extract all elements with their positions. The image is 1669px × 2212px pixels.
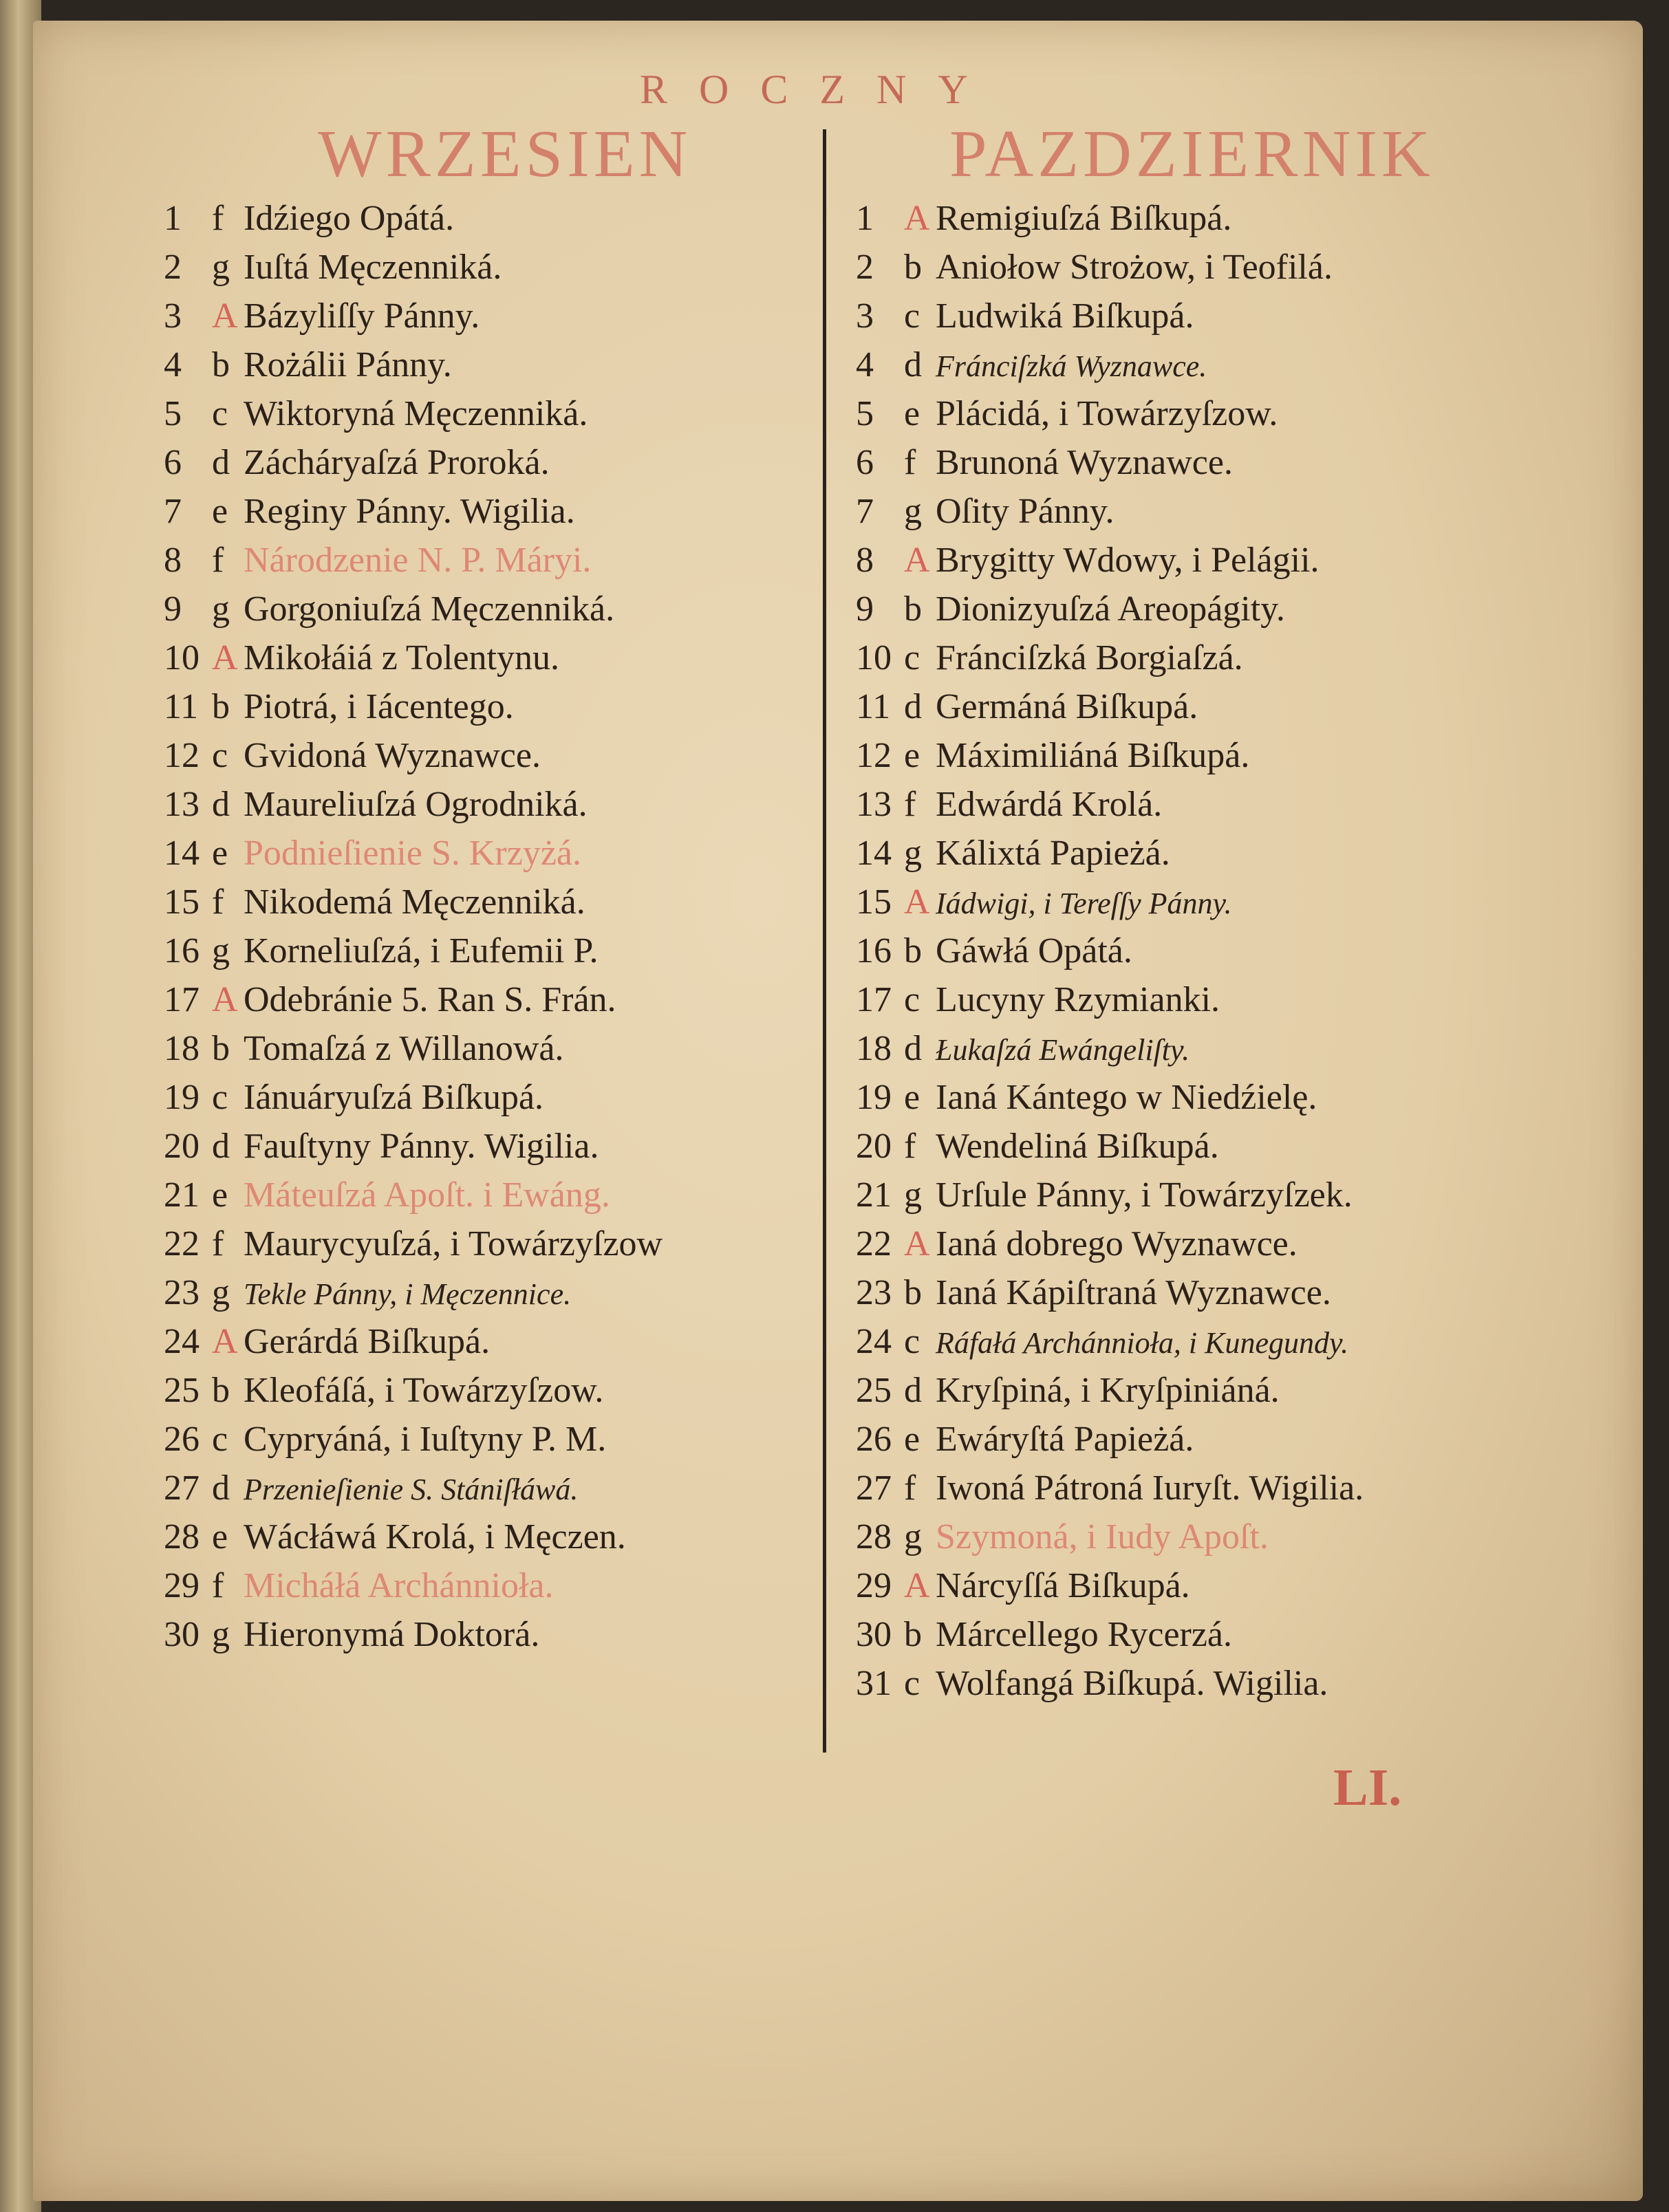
day-number: 26 [856, 1420, 892, 1459]
saint-name: Bázyliſſy Pánny. [244, 296, 480, 336]
day-number: 15 [856, 882, 892, 922]
calendar-day-row [164, 1366, 824, 1415]
saint-name: Fránciſzká Borgiaſzá. [936, 638, 1243, 677]
calendar-day-row [856, 536, 1592, 585]
saint-name: Gvidoná Wyznawce. [244, 736, 541, 775]
day-number: 23 [164, 1273, 200, 1312]
dominical-letter: e [212, 492, 228, 531]
saint-name: Plácidá, i Towárzyſzow. [936, 394, 1278, 433]
day-number: 24 [164, 1322, 200, 1361]
dominical-letter: f [212, 541, 224, 580]
saint-name: Fránciſzká Wyznawce. [936, 349, 1207, 383]
saint-name: Edwárdá Krolá. [936, 785, 1163, 824]
saint-name: Ianá dobrego Wyznawce. [936, 1224, 1297, 1264]
calendar-day-row [164, 438, 824, 487]
dominical-letter: f [212, 882, 224, 922]
dominical-letter: f [904, 1127, 916, 1166]
calendar-day-row [164, 1561, 824, 1610]
day-number: 27 [164, 1468, 200, 1508]
dominical-letter: c [904, 296, 920, 336]
calendar-day-row [856, 1561, 1592, 1610]
dominical-letter: c [904, 980, 920, 1019]
calendar-day-row [164, 829, 824, 878]
saint-name: Nárcyſſá Biſkupá. [936, 1566, 1190, 1605]
day-number: 18 [856, 1029, 892, 1068]
day-number: 25 [856, 1371, 892, 1410]
dominical-letter: e [212, 1517, 228, 1557]
saint-name: Iuſtá Męczenniká. [244, 248, 502, 287]
calendar-day-row [856, 682, 1592, 731]
calendar-day-row [164, 536, 824, 585]
saint-name: Wácłáwá Krolá, i Męczen. [244, 1517, 626, 1557]
saint-name: Brunoná Wyznawce. [936, 443, 1233, 482]
calendar-day-row [164, 1512, 824, 1561]
saint-name: Fauſtyny Pánny. Wigilia. [244, 1127, 599, 1166]
saint-name: Ráfałá Archánnioła, i Kunegundy. [936, 1326, 1349, 1360]
saint-name: Wiktoryná Męczenniká. [244, 394, 588, 433]
day-number: 6 [856, 443, 874, 482]
calendar-day-row [164, 1464, 824, 1512]
dominical-letter: f [212, 1224, 224, 1264]
dominical-letter: d [212, 443, 230, 482]
calendar-day-row [164, 682, 824, 731]
saint-name: Maurycyuſzá, i Towárzyſzow [244, 1224, 663, 1264]
day-number: 12 [856, 736, 892, 775]
day-number: 24 [856, 1322, 892, 1361]
saint-name: Wolfangá Biſkupá. Wigilia. [936, 1664, 1328, 1703]
saint-name: Aniołow Strożow, i Teofilá. [936, 248, 1333, 287]
day-number: 7 [856, 492, 874, 531]
day-number: 13 [164, 785, 200, 824]
day-number: 11 [856, 687, 891, 726]
calendar-day-row [856, 731, 1592, 780]
dominical-letter: e [904, 394, 920, 433]
dominical-letter: g [212, 1273, 230, 1312]
saint-name: Micháłá Archánnioła. [244, 1566, 554, 1605]
day-number: 10 [856, 638, 892, 677]
saint-name: Zácháryaſzá Proroká. [244, 443, 550, 482]
dominical-letter: b [212, 1029, 230, 1068]
running-head: ROCZNY [640, 67, 1000, 112]
day-number: 6 [164, 443, 182, 482]
dominical-letter: d [904, 1029, 922, 1068]
dominical-letter: e [212, 1175, 228, 1215]
day-number: 16 [164, 931, 200, 971]
day-number: 25 [164, 1371, 200, 1410]
dominical-letter: f [904, 443, 916, 482]
saint-name: Cypryáná, i Iuſtyny P. M. [244, 1420, 607, 1459]
dominical-letter: c [212, 1078, 228, 1117]
dominical-letter: A [904, 541, 930, 580]
saint-name: Rożálii Pánny. [244, 345, 452, 384]
day-number: 1 [164, 199, 182, 238]
dominical-letter: f [904, 1468, 916, 1508]
calendar-day-row [856, 585, 1592, 633]
saint-name: Márcellego Rycerzá. [936, 1615, 1233, 1654]
saint-name: Brygitty Wdowy, i Pelágii. [936, 541, 1320, 580]
dominical-letter: A [904, 1224, 930, 1264]
saint-name: Ludwiká Biſkupá. [936, 296, 1194, 336]
calendar-day-row [164, 243, 824, 292]
dominical-letter: A [904, 882, 930, 922]
dominical-letter: e [904, 1420, 920, 1459]
dominical-letter: f [904, 785, 916, 824]
day-number: 5 [856, 394, 874, 433]
day-number: 8 [164, 541, 182, 580]
dominical-letter: d [904, 1371, 922, 1410]
day-number: 21 [856, 1175, 892, 1215]
calendar-day-row [856, 926, 1592, 975]
calendar-day-row [164, 975, 824, 1024]
calendar-day-row [856, 243, 1592, 292]
calendar-day-row [164, 731, 824, 780]
saint-name: Odebránie 5. Ran S. Frán. [244, 980, 616, 1019]
day-number: 27 [856, 1468, 892, 1508]
day-number: 18 [164, 1029, 200, 1068]
day-number: 30 [856, 1615, 892, 1654]
day-number: 22 [164, 1224, 200, 1264]
calendar-day-row [856, 1464, 1592, 1512]
saint-name: Oſity Pánny. [936, 492, 1115, 531]
calendar-day-row [856, 829, 1592, 878]
calendar-day-row [164, 780, 824, 829]
dominical-letter: c [904, 638, 920, 677]
calendar-day-row [856, 1659, 1592, 1708]
day-number: 29 [856, 1566, 892, 1605]
saint-name: Maureliuſzá Ogrodniká. [244, 785, 588, 824]
dominical-letter: d [212, 1468, 230, 1508]
dominical-letter: A [212, 1322, 238, 1361]
dominical-letter: b [904, 589, 922, 629]
day-number: 14 [164, 834, 200, 873]
dominical-letter: c [212, 394, 228, 433]
day-number: 13 [856, 785, 892, 824]
dominical-letter: A [212, 638, 238, 677]
dominical-letter: f [212, 199, 224, 238]
day-number: 10 [164, 638, 200, 677]
calendar-day-row [164, 1171, 824, 1219]
saint-name: Iádwigi, i Tereſſy Pánny. [936, 887, 1232, 920]
saint-name: Hieronymá Doktorá. [244, 1615, 540, 1654]
month-title-september: WRZESIEN [318, 117, 692, 191]
calendar-day-row [164, 926, 824, 975]
day-number: 29 [164, 1566, 200, 1605]
dominical-letter: g [904, 492, 922, 531]
saint-name: Wendeliná Biſkupá. [936, 1127, 1219, 1166]
saint-name: Łukaſzá Ewángeliſty. [936, 1033, 1190, 1067]
day-number: 26 [164, 1420, 200, 1459]
calendar-day-row [856, 1268, 1592, 1317]
day-number: 2 [856, 248, 874, 287]
dominical-letter: g [212, 248, 230, 287]
dominical-letter: c [212, 736, 228, 775]
saint-name: Reginy Pánny. Wigilia. [244, 492, 575, 531]
dominical-letter: A [212, 980, 238, 1019]
calendar-day-row [164, 1024, 824, 1073]
calendar-day-row [856, 1366, 1592, 1415]
dominical-letter: e [212, 834, 228, 873]
saint-name: Ianá Kántego w Niedźielę. [936, 1078, 1317, 1117]
day-number: 31 [856, 1664, 892, 1703]
calendar-day-row [856, 292, 1592, 340]
calendar-day-row [164, 878, 824, 926]
day-number: 4 [164, 345, 182, 384]
day-number: 9 [164, 589, 182, 629]
day-number: 9 [856, 589, 874, 629]
saint-name: Przenieſienie S. Stániſłáwá. [244, 1473, 579, 1506]
day-number: 19 [164, 1078, 200, 1117]
saint-name: Gorgoniuſzá Męczenniká. [244, 589, 615, 629]
saint-name: Gerárdá Biſkupá. [244, 1322, 491, 1361]
day-number: 19 [856, 1078, 892, 1117]
saint-name: Tekle Pánny, i Męczennice. [244, 1277, 572, 1311]
saint-name: Ewáryſtá Papieżá. [936, 1420, 1194, 1459]
dominical-letter: g [212, 931, 230, 971]
saint-name: Korneliuſzá, i Eufemii P. [244, 931, 599, 971]
day-number: 5 [164, 394, 182, 433]
calendar-day-row [164, 1219, 824, 1268]
saint-name: Mikołáiá z Tolentynu. [244, 638, 559, 677]
calendar-day-row [164, 585, 824, 633]
day-number: 16 [856, 931, 892, 971]
dominical-letter: g [904, 1517, 922, 1557]
calendar-day-row [164, 487, 824, 536]
calendar-day-row [856, 1122, 1592, 1171]
saint-name: Máximiliáná Biſkupá. [936, 736, 1250, 775]
dominical-letter: c [212, 1420, 228, 1459]
saint-name: Národzenie N. P. Máryi. [244, 541, 592, 580]
day-number: 7 [164, 492, 182, 531]
dominical-letter: A [212, 296, 238, 336]
dominical-letter: g [904, 1175, 922, 1215]
day-number: 23 [856, 1273, 892, 1312]
calendar-day-row [856, 194, 1592, 243]
saint-name: Kleofáſá, i Towárzyſzow. [244, 1371, 604, 1410]
day-number: 20 [856, 1127, 892, 1166]
day-number: 20 [164, 1127, 200, 1166]
calendar-day-row [856, 438, 1592, 487]
saint-name: Iánuáryuſzá Biſkupá. [244, 1078, 544, 1117]
dominical-letter: b [904, 931, 922, 971]
saint-name: Máteuſzá Apoſt. i Ewáng. [244, 1175, 610, 1215]
saint-name: Lucyny Rzymianki. [936, 980, 1220, 1019]
saint-name: Remigiuſzá Biſkupá. [936, 199, 1232, 238]
dominical-letter: e [904, 1078, 920, 1117]
dominical-letter: b [904, 248, 922, 287]
calendar-day-row [856, 878, 1592, 926]
dominical-letter: b [212, 345, 230, 384]
day-number: 4 [856, 345, 874, 384]
day-number: 21 [164, 1175, 200, 1215]
calendar-day-row [164, 292, 824, 340]
calendar-day-row [856, 389, 1592, 438]
calendar-day-row [856, 1219, 1592, 1268]
day-number: 17 [856, 980, 892, 1019]
october-day-list [856, 194, 1592, 1708]
day-number: 3 [856, 296, 874, 336]
saint-name: Dionizyuſzá Areopágity. [936, 589, 1285, 629]
calendar-day-row [856, 975, 1592, 1024]
calendar-day-row [164, 1317, 824, 1366]
calendar-day-row [856, 1610, 1592, 1659]
saint-name: Kryſpiná, i Kryſpiniáná. [936, 1371, 1280, 1410]
calendar-day-row [856, 1512, 1592, 1561]
saint-name: Urſule Pánny, i Towárzyſzek. [936, 1175, 1353, 1215]
calendar-day-row [856, 1415, 1592, 1464]
calendar-day-row [856, 1317, 1592, 1366]
calendar-day-row [164, 1073, 824, 1122]
day-number: 17 [164, 980, 200, 1019]
calendar-day-row [856, 1073, 1592, 1122]
calendar-day-row [164, 633, 824, 682]
dominical-letter: e [904, 736, 920, 775]
saint-name: Ianá Kápiſtraná Wyznawce. [936, 1273, 1331, 1312]
calendar-day-row [164, 1415, 824, 1464]
saint-name: Kálixtá Papieżá. [936, 834, 1170, 873]
calendar-day-row [856, 487, 1592, 536]
saint-name: Idźiego Opátá. [244, 199, 455, 238]
dominical-letter: g [212, 1615, 230, 1654]
day-number: 28 [164, 1517, 200, 1557]
saint-name: Iwoná Pátroná Iuryſt. Wigilia. [936, 1468, 1364, 1508]
day-number: 2 [164, 248, 182, 287]
day-number: 12 [164, 736, 200, 775]
dominical-letter: g [904, 834, 922, 873]
dominical-letter: b [904, 1615, 922, 1654]
day-number: 8 [856, 541, 874, 580]
day-number: 11 [164, 687, 199, 726]
calendar-day-row [164, 340, 824, 389]
day-number: 28 [856, 1517, 892, 1557]
dominical-letter: d [904, 345, 922, 384]
dominical-letter: c [904, 1664, 920, 1703]
day-number: 30 [164, 1615, 200, 1654]
calendar-day-row [856, 633, 1592, 682]
saint-name: Gáwłá Opátá. [936, 931, 1132, 971]
dominical-letter: A [904, 199, 930, 238]
calendar-day-row [164, 1122, 824, 1171]
calendar-day-row [164, 1610, 824, 1659]
saint-name: Piotrá, i Iácentego. [244, 687, 514, 726]
dominical-letter: d [904, 687, 922, 726]
calendar-day-row [164, 194, 824, 243]
dominical-letter: f [212, 1566, 224, 1605]
saint-name: Nikodemá Męczenniká. [244, 882, 585, 922]
september-day-list [164, 194, 824, 1659]
dominical-letter: b [904, 1273, 922, 1312]
saint-name: Podnieſienie S. Krzyżá. [244, 834, 581, 873]
dominical-letter: g [212, 589, 230, 629]
dominical-letter: d [212, 1127, 230, 1166]
day-number: 3 [164, 296, 182, 336]
dominical-letter: b [212, 1371, 230, 1410]
saint-name: Szymoná, i Iudy Apoſt. [936, 1517, 1269, 1557]
dominical-letter: A [904, 1566, 930, 1605]
day-number: 22 [856, 1224, 892, 1264]
saint-name: Tomaſzá z Willanowá. [244, 1029, 564, 1068]
dominical-letter: c [904, 1322, 920, 1361]
calendar-day-row [164, 389, 824, 438]
calendar-day-row [856, 340, 1592, 389]
dominical-letter: d [212, 785, 230, 824]
saint-name: Germáná Biſkupá. [936, 687, 1198, 726]
day-number: 15 [164, 882, 200, 922]
day-number: 14 [856, 834, 892, 873]
calendar-day-row [164, 1268, 824, 1317]
calendar-day-row [856, 1024, 1592, 1073]
calendar-day-row [856, 1171, 1592, 1219]
calendar-day-row [856, 780, 1592, 829]
dominical-letter: b [212, 687, 230, 726]
folio-number: LI. [1333, 1759, 1402, 1817]
day-number: 1 [856, 199, 874, 238]
month-title-october: PAZDZIERNIK [949, 117, 1434, 191]
